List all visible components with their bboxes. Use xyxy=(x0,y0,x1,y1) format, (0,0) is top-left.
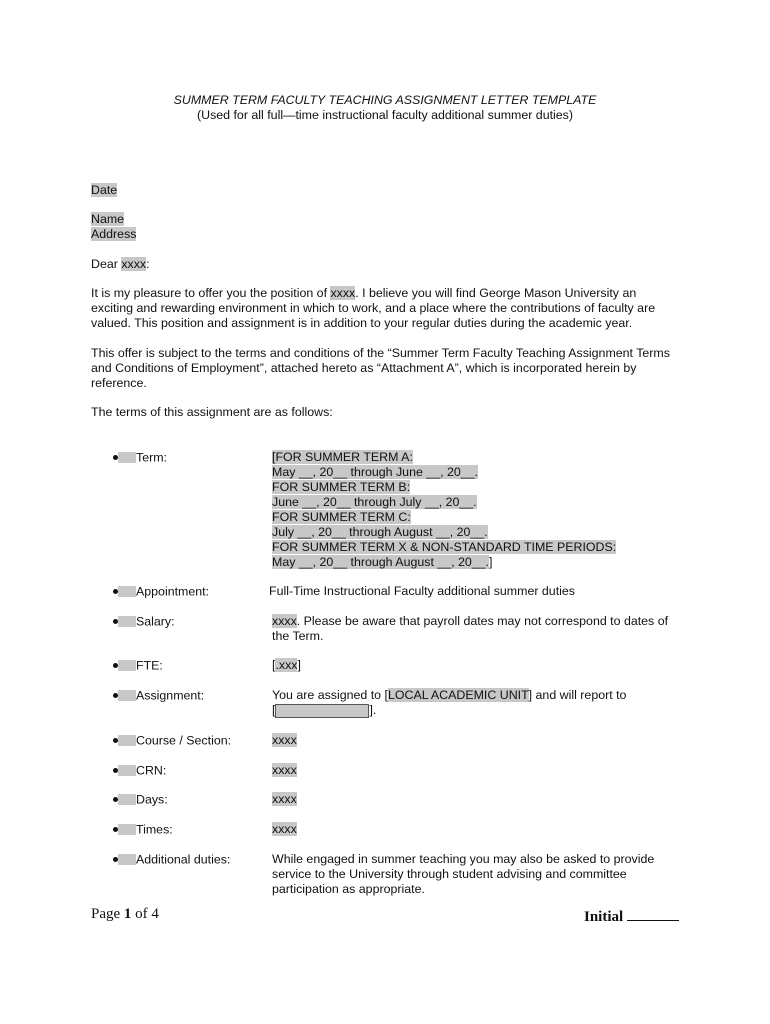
term-line: FOR SUMMER TERM X & NON-STANDARD TIME PERIODS: xyxy=(272,540,617,554)
tab-marker xyxy=(118,824,136,835)
fte-value xyxy=(272,658,682,673)
recipient-block xyxy=(91,212,136,242)
assignment-text-start: You are assigned to [ xyxy=(272,688,388,702)
term-label: Term: xyxy=(136,450,167,465)
term-line: [FOR SUMMER TERM A: xyxy=(272,450,413,464)
tab-marker xyxy=(118,690,136,701)
page-number xyxy=(91,906,159,923)
date-placeholder: Date xyxy=(91,183,118,197)
term-line: FOR SUMMER TERM C: xyxy=(272,510,411,524)
term-line: June __, 20__ through July __, 20__. xyxy=(272,495,477,509)
salutation xyxy=(91,257,150,271)
fte-close: ] xyxy=(297,658,301,672)
term-line: July __, 20__ through August __, 20__. xyxy=(272,525,488,539)
course-label: Course / Section: xyxy=(136,733,232,748)
paragraph-terms-intro: The terms of this assignment are as follows: xyxy=(91,405,333,419)
term-line: May __, 20__ through June __, 20__. xyxy=(272,465,478,479)
tab-marker xyxy=(118,452,136,463)
fte-bullet xyxy=(113,658,163,673)
name-placeholder: Name xyxy=(91,212,125,226)
fte-placeholder: .xxx xyxy=(275,658,298,672)
term-bullet xyxy=(113,450,167,465)
salary-text: . Please be aware that payroll dates may not correspond to dates of the Term. xyxy=(272,614,669,643)
additional-duties-bullet xyxy=(113,852,230,867)
salary-placeholder: xxxx xyxy=(272,614,297,628)
salary-bullet xyxy=(113,614,175,629)
page-total: 4 xyxy=(151,906,159,922)
course-bullet xyxy=(113,733,231,748)
days-value xyxy=(272,792,682,807)
course-value xyxy=(272,733,682,748)
assignment-value xyxy=(272,688,682,718)
academic-unit-placeholder: LOCAL ACADEMIC UNIT xyxy=(387,688,529,702)
crn-label: CRN: xyxy=(136,763,167,778)
initial-field xyxy=(584,906,679,926)
document-title: SUMMER TERM FACULTY TEACHING ASSIGNMENT LETTER TEMPLATE xyxy=(173,93,597,107)
assignment-close: ]. xyxy=(369,703,377,717)
tab-marker xyxy=(118,586,136,597)
days-bullet xyxy=(113,792,168,807)
appointment-bullet xyxy=(113,584,209,599)
initial-label: Initial xyxy=(584,909,627,925)
tab-marker xyxy=(118,660,136,671)
fte-label: FTE: xyxy=(136,658,163,673)
additional-duties-label: Additional duties: xyxy=(136,852,231,867)
paragraph-terms-conditions: This offer is subject to the terms and conditions of the “Summer Term Faculty Teaching Assignment Terms and Conditions of Employment”, attached hereto as “Attachment A”, which is incorporated herein by reference. xyxy=(91,346,670,390)
term-line: May __, 20__ through August __, 20__. xyxy=(272,555,489,569)
times-placeholder: xxxx xyxy=(272,822,297,836)
tab-marker xyxy=(118,854,136,865)
term-close: ] xyxy=(489,555,493,569)
assignment-open: [ xyxy=(272,703,276,717)
tab-marker xyxy=(118,735,136,746)
crn-placeholder: xxxx xyxy=(272,763,297,777)
paragraph-offer-end: . I believe you will find George Mason University an exciting and rewarding environment in which to work, and a place where the contributions of faculty are valued. This position and assignment is in addition to your regular duties during the academic year. xyxy=(91,286,656,330)
page-current: 1 xyxy=(123,906,132,922)
course-placeholder: xxxx xyxy=(272,733,297,747)
paragraph-offer-start: It is my pleasure to offer you the position of xyxy=(91,286,331,300)
tab-marker xyxy=(118,616,136,627)
assignment-text-end: ] and will report to xyxy=(528,688,627,702)
appointment-value: Full-Time Instructional Faculty additional summer duties xyxy=(269,584,575,598)
supervisor-blank-field xyxy=(275,704,369,718)
times-value xyxy=(272,822,682,837)
position-placeholder: xxxx xyxy=(330,286,356,300)
times-bullet xyxy=(113,822,173,837)
term-line: FOR SUMMER TERM B: xyxy=(272,480,411,494)
tab-marker xyxy=(118,765,136,776)
days-placeholder: xxxx xyxy=(272,792,297,806)
appointment-label: Appointment: xyxy=(136,584,210,599)
page-prefix: Page xyxy=(91,906,124,922)
tab-marker xyxy=(118,794,136,805)
crn-value xyxy=(272,763,682,778)
assignment-label: Assignment: xyxy=(136,688,205,703)
salutation-placeholder: xxxx xyxy=(121,257,147,271)
term-value xyxy=(272,450,682,570)
page-of: of xyxy=(131,906,152,922)
salutation-text: Dear xyxy=(91,257,122,271)
times-label: Times: xyxy=(136,822,173,837)
date-field xyxy=(91,183,117,197)
salary-value xyxy=(272,614,682,644)
fte-open: [ xyxy=(272,658,276,672)
initial-line xyxy=(627,906,679,921)
salary-label: Salary: xyxy=(136,614,175,629)
address-placeholder: Address xyxy=(91,227,137,241)
assignment-bullet xyxy=(113,688,204,703)
document-subtitle: (Used for all full—time instructional faculty additional summer duties) xyxy=(197,108,573,122)
salutation-colon: : xyxy=(146,257,150,271)
additional-duties-value: While engaged in summer teaching you may also be asked to provide service to the University through student advising and committee participation as appropriate. xyxy=(272,852,655,896)
crn-bullet xyxy=(113,763,166,778)
days-label: Days: xyxy=(136,792,168,807)
paragraph-offer xyxy=(91,286,681,331)
